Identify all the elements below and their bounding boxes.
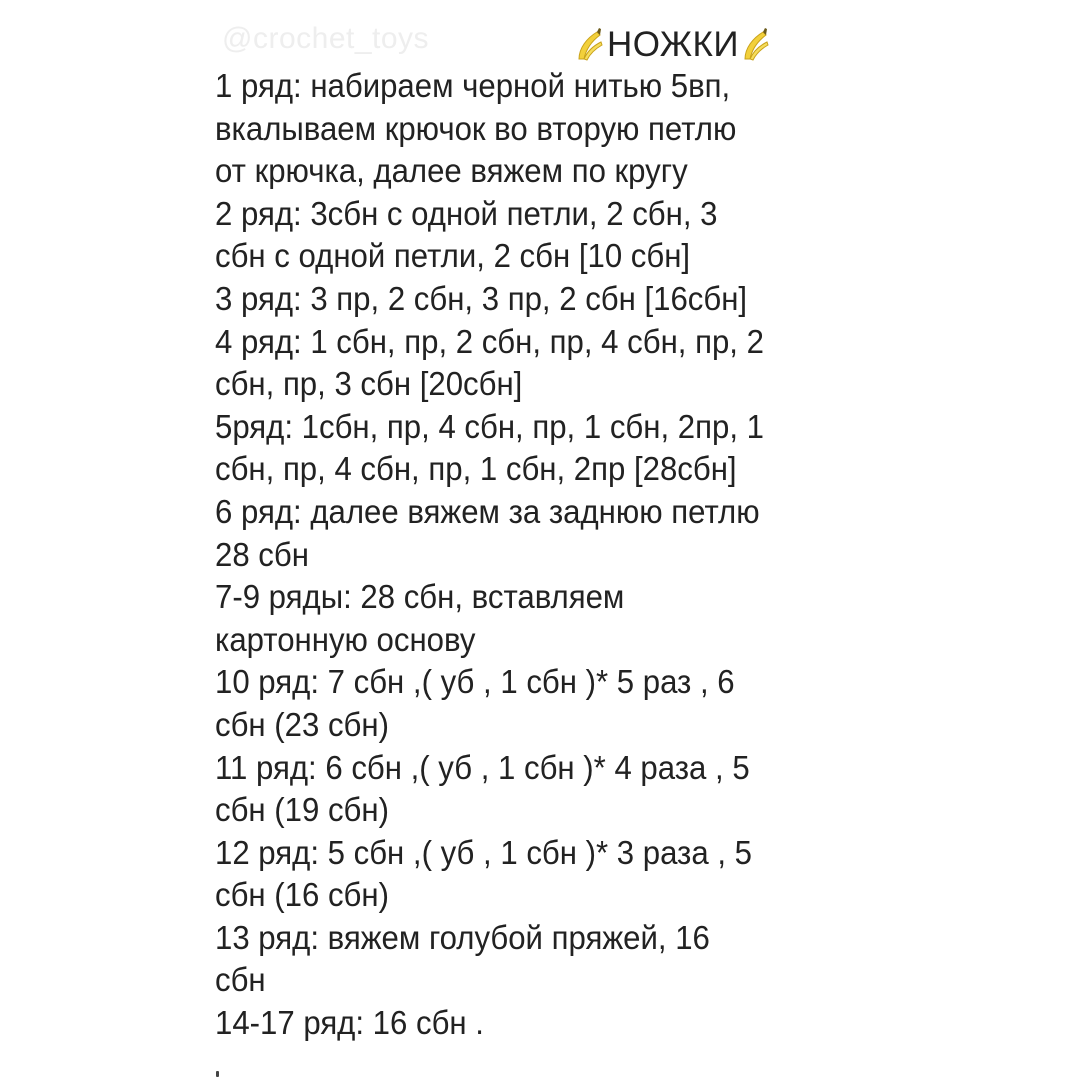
pattern-line: 7-9 ряды: 28 сбн, вставляем <box>215 579 625 617</box>
pattern-line: сбн (23 сбн) <box>215 706 389 744</box>
pattern-line: 2 ряд: 3сбн с одной петли, 2 сбн, 3 <box>215 195 718 233</box>
text-fragment-mark <box>216 1071 219 1077</box>
title-row <box>575 22 771 66</box>
pattern-line: 3 ряд: 3 пр, 2 сбн, 3 пр, 2 сбн [16сбн] <box>215 280 748 318</box>
pattern-line: от крючка, далее вяжем по кругу <box>215 153 688 191</box>
pattern-line: 12 ряд: 5 сбн ,( уб , 1 сбн )* 3 раза , 5 <box>215 834 752 872</box>
pattern-line: 11 ряд: 6 сбн ,( уб , 1 сбн )* 4 раза , 5 <box>215 749 750 787</box>
pattern-line: сбн, пр, 3 сбн [20сбн] <box>215 366 523 404</box>
pattern-line: сбн с одной петли, 2 сбн [10 сбн] <box>215 238 691 276</box>
pattern-line: сбн, пр, 4 сбн, пр, 1 сбн, 2пр [28сбн] <box>215 451 737 489</box>
banana-icon <box>575 26 605 62</box>
pattern-line: картонную основу <box>215 621 476 659</box>
page-title: НОЖКИ <box>607 24 740 64</box>
pattern-line: 13 ряд: вяжем голубой пряжей, 16 <box>215 919 710 957</box>
pattern-line: 5ряд: 1сбн, пр, 4 сбн, пр, 1 сбн, 2пр, 1 <box>215 408 764 446</box>
pattern-line: сбн <box>215 962 266 1000</box>
pattern-line: сбн (16 сбн) <box>215 877 389 915</box>
pattern-line: 4 ряд: 1 сбн, пр, 2 сбн, пр, 4 сбн, пр, 2 <box>215 323 764 361</box>
pattern-line: 28 сбн <box>215 536 309 574</box>
pattern-line: сбн (19 сбн) <box>215 792 389 830</box>
pattern-text <box>215 66 1075 1046</box>
watermark: @crochet_toys <box>222 22 430 55</box>
pattern-line: 14-17 ряд: 16 сбн . <box>215 1005 484 1043</box>
pattern-line: 10 ряд: 7 сбн ,( уб , 1 сбн )* 5 раз , 6 <box>215 664 735 702</box>
pattern-line: 1 ряд: набираем черной нитью 5вп, <box>215 68 731 105</box>
banana-icon <box>741 26 771 62</box>
pattern-line: 6 ряд: далее вяжем за заднюю петлю <box>215 493 760 531</box>
pattern-line: вкалываем крючок во вторую петлю <box>215 110 737 148</box>
